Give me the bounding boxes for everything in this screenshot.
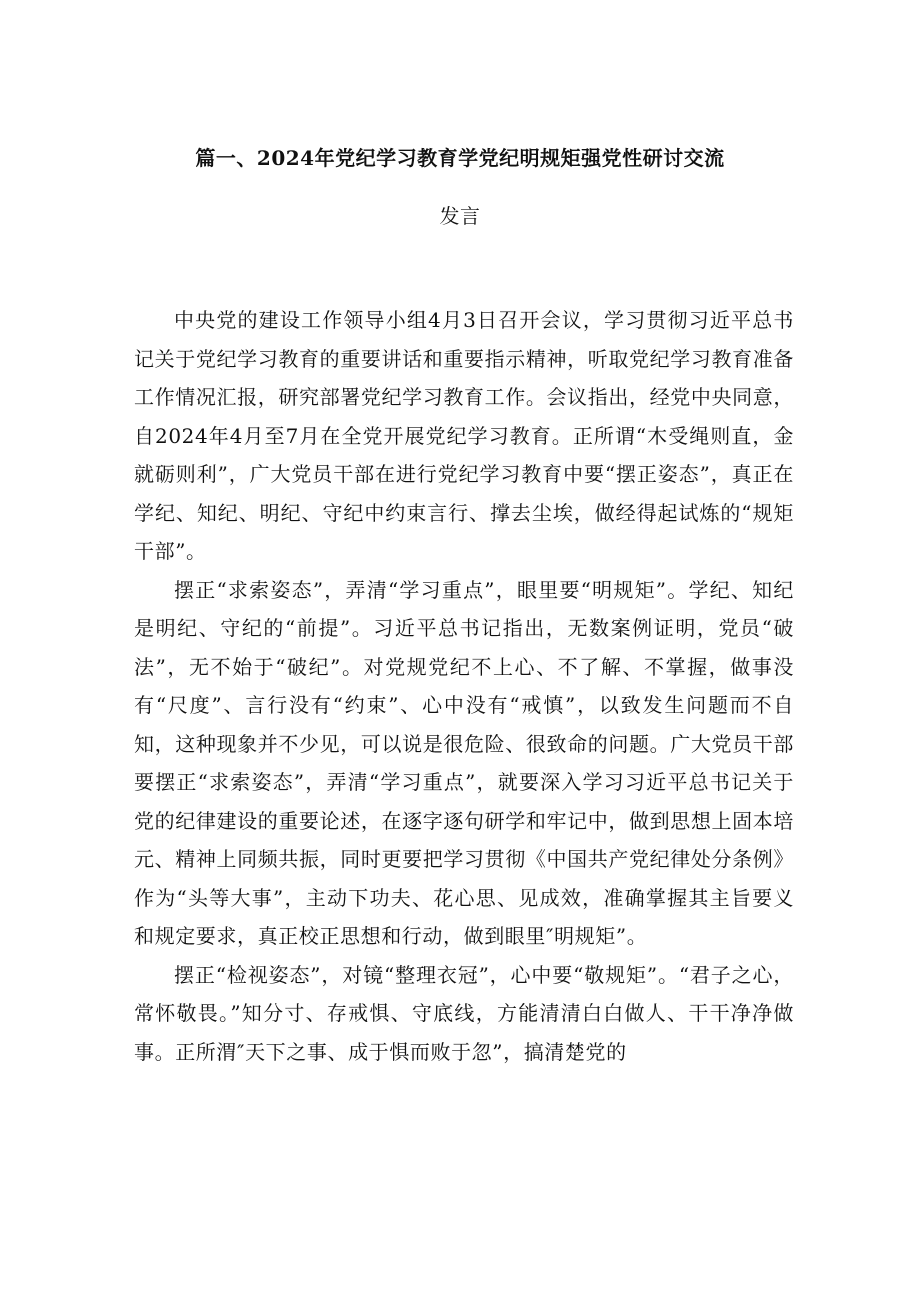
paragraph-intro: 中央党的建设工作领导小组4月3日召开会议，学习贯彻习近平总书记关于党纪学习教育的重要讲话和重要指示精神，听取党纪学习教育准备工作情况汇报，研究部署党纪学习教育工作。会议指出，经党中央同意，自2024年4月至7月在全党开展党纪学习教育。正所谓“木受绳则直，金就砺则利”，广大党员干部在进行党纪学习教育中要“摆正姿态”，真正在学纪、知纪、明纪、守纪中约束言行、撑去尘埃，做经得起试炼的“规矩干部”。	[134, 308, 794, 563]
paragraph-inspection-posture: 摆正“检视姿态”，对镜“整理衣冠”，心中要“敬规矩”。“君子之心，常怀敬畏。”知分寸、存戒惧、守底线，方能清清白白做人、干干净净做事。正所渭″天下之事、成于惧而败于忽”，搞清楚党的	[134, 962, 794, 1064]
document-title-continued: 发言	[439, 204, 481, 228]
paragraph-seeking-posture: 摆正“求索姿态”，弄清“学习重点”，眼里要“明规矩”。学纪、知纪是明纪、守纪的“前提”。习近平总书记指出，无数案例证明，党员“破法”，无不始于“破纪”。对党规党纪不上心、不了解、不掌握，做事没有“尺度”、言行没有“约束”、心中没有“戒慎”，以致发生问题而不自知，这种现象并不少见，可以说是很危险、很致命的问题。广大党员干部要摆正“求索姿态”，弄清“学习重点”，就要深入学习习近平总书记关于党的纪律建设的重要论述，在逐字逐句研学和牢记中，做到思想上固本培元、精神上同频共振，同时更要把学习贯彻《中国共产党纪律处分条例》作为“头等大事”，主动下功夫、花心思、见成效，准确掌握其主旨要义和规定要求，真正校正思想和行动，做到眼里″明规矩”。	[134, 577, 794, 948]
document-title: 篇一、2024年党纪学习教育学党纪明规矩强党性研讨交流	[195, 146, 725, 170]
document-body	[134, 301, 794, 1071]
